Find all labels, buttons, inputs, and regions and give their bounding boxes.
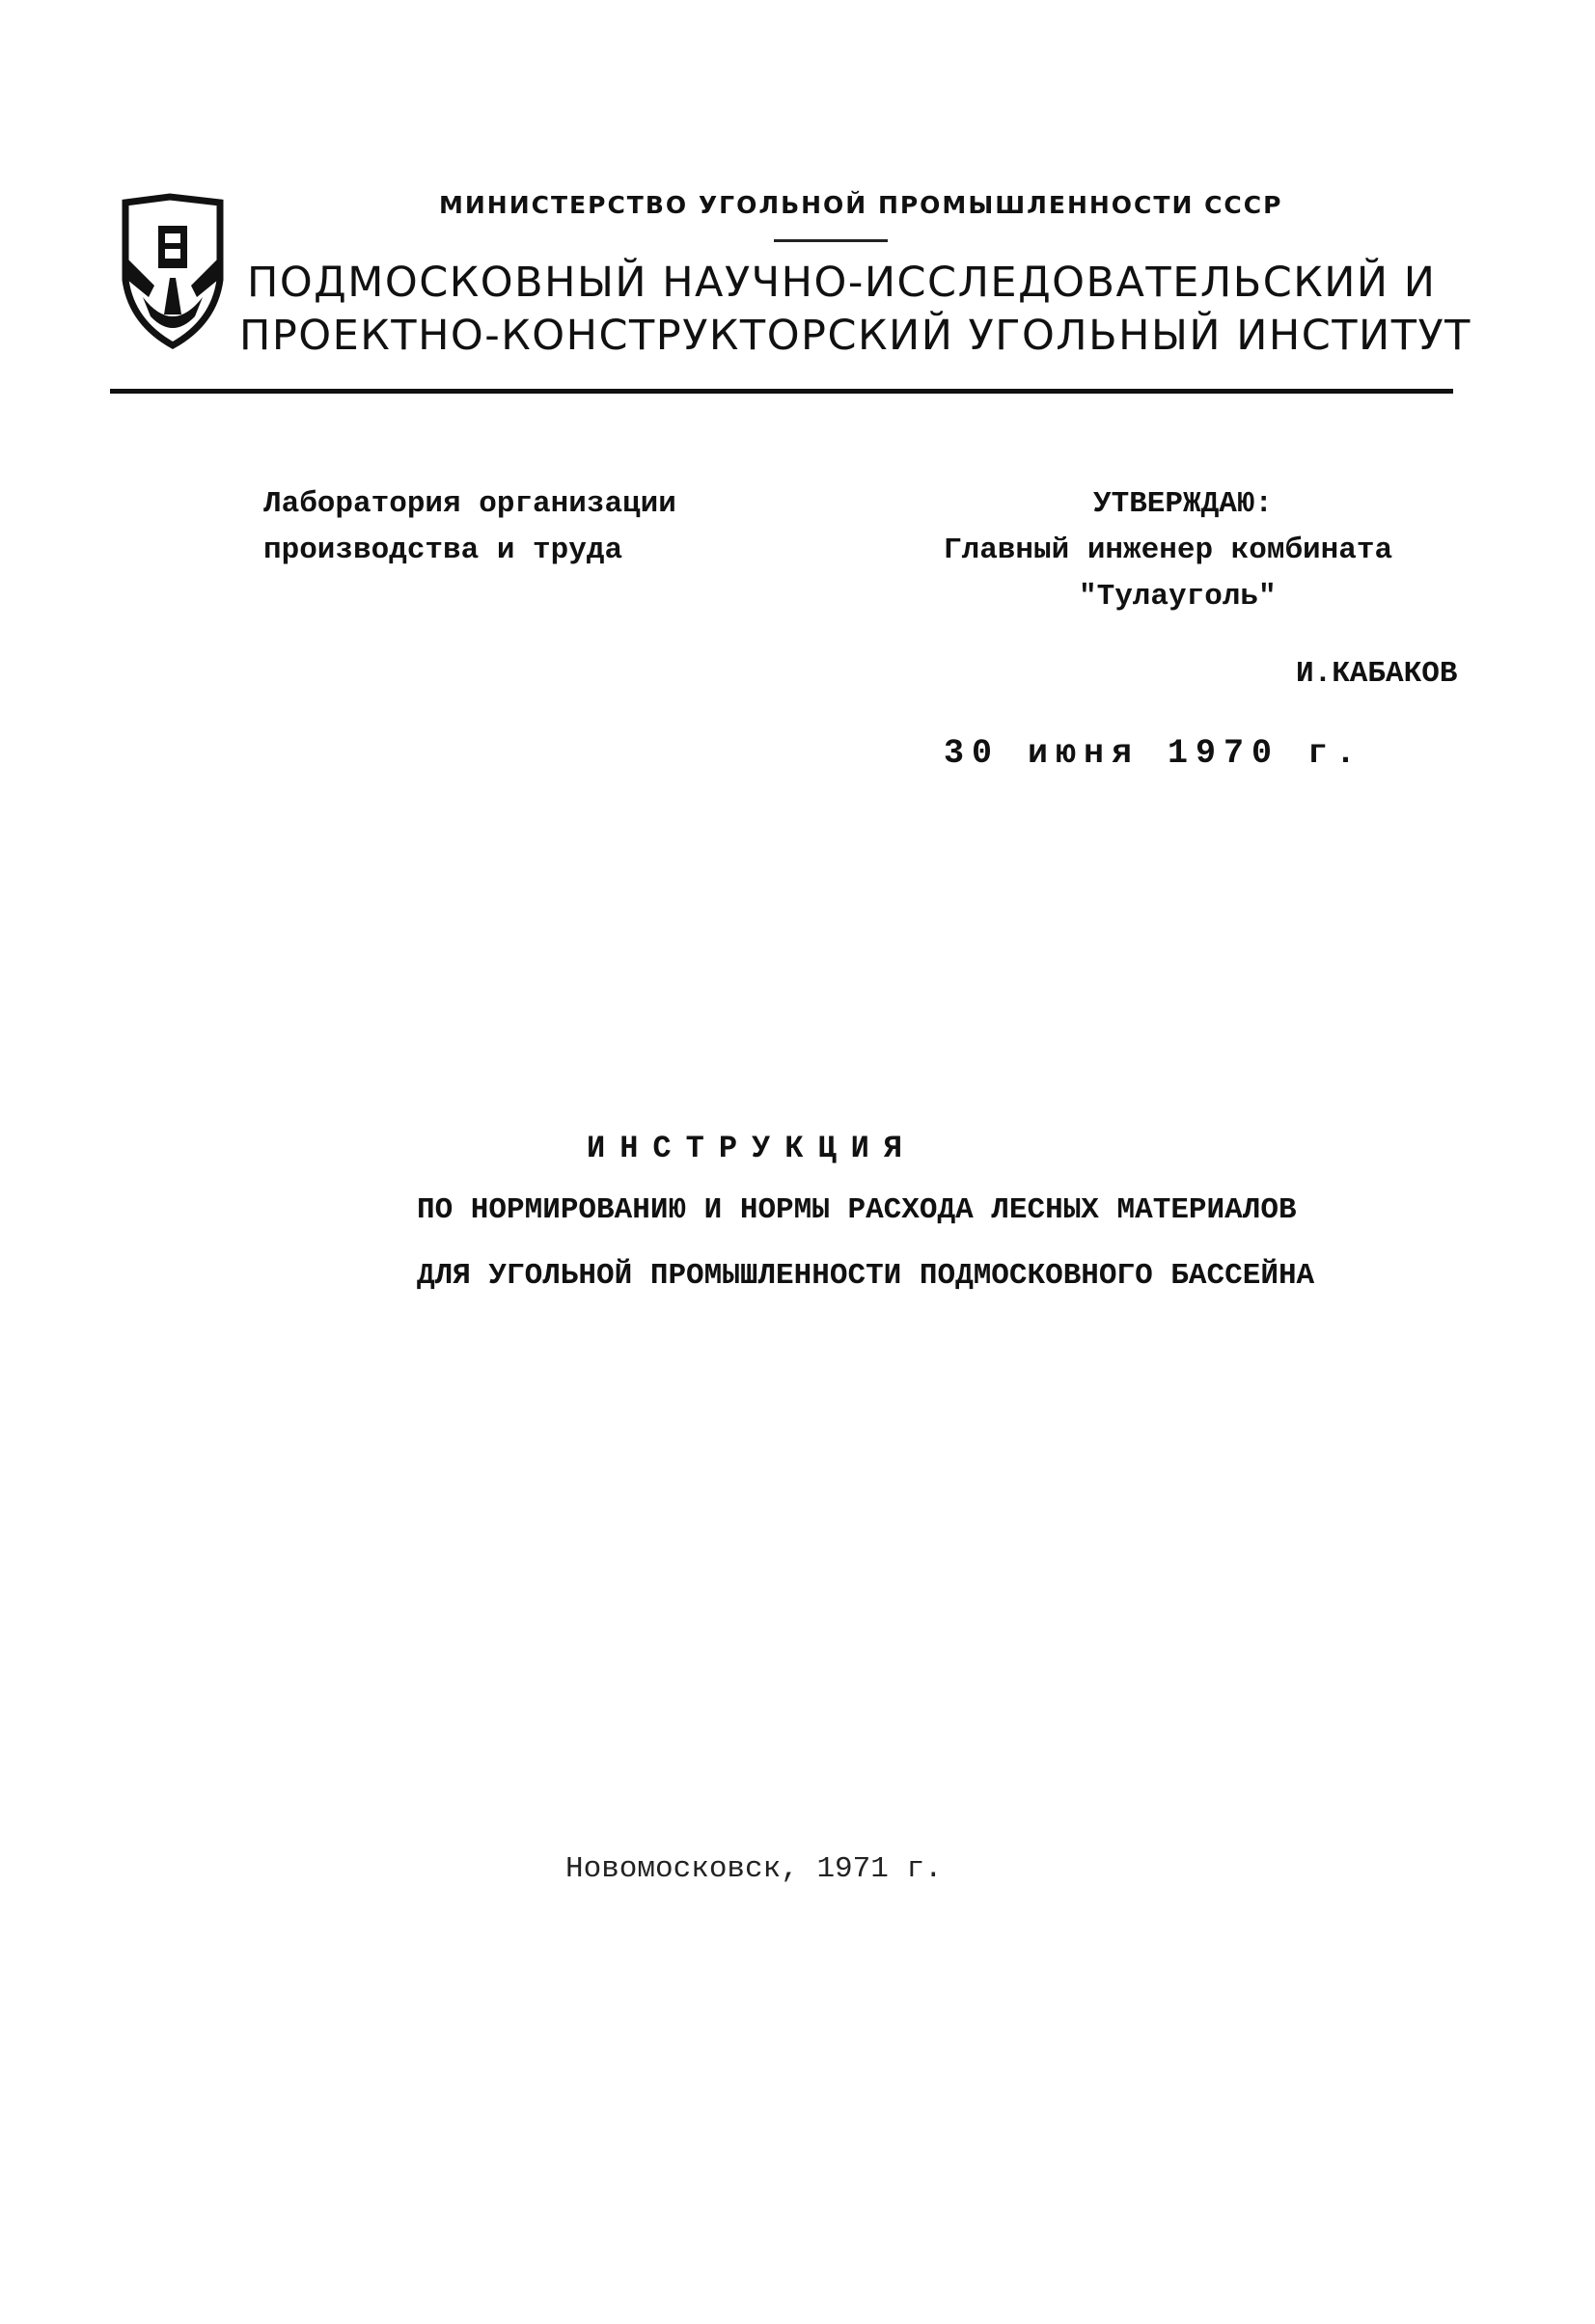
approval-heading: УТВЕРЖДАЮ: [1093,487,1274,521]
institute-emblem-icon [118,191,228,351]
imprint-place-year: Новомосковск, 1971 г. [565,1852,943,1886]
header-rule [110,389,1453,394]
approval-position: Главный инженер комбината [944,533,1393,567]
laboratory-line-1: Лаборатория организации [263,487,676,521]
approval-organization: "Тулауголь" [1079,580,1277,614]
document-subtitle-line-1: ПО НОРМИРОВАНИЮ И НОРМЫ РАСХОДА ЛЕСНЫХ МАТЕРИАЛОВ [417,1193,1297,1227]
laboratory-line-2: производства и труда [263,533,623,567]
approval-date: 30 июня 1970 г. [944,734,1364,773]
ministry-divider [774,239,888,242]
document-title: ИНСТРУКЦИЯ [587,1131,918,1166]
document-subtitle-line-2: ДЛЯ УГОЛЬНОЙ ПРОМЫШЛЕННОСТИ ПОДМОСКОВНОГО БАССЕЙНА [417,1259,1315,1293]
approval-signatory: И.КАБАКОВ [1296,657,1458,691]
ministry-name: МИНИСТЕРСТВО УГОЛЬНОЙ ПРОМЫШЛЕННОСТИ СССР [439,191,1283,219]
institute-name-line-2: ПРОЕКТНО-КОНСТРУКТОРСКИЙ УГОЛЬНЫЙ ИНСТИТУТ [239,312,1471,360]
institute-name-line-1: ПОДМОСКОВНЫЙ НАУЧНО-ИССЛЕДОВАТЕЛЬСКИЙ И [247,259,1437,307]
